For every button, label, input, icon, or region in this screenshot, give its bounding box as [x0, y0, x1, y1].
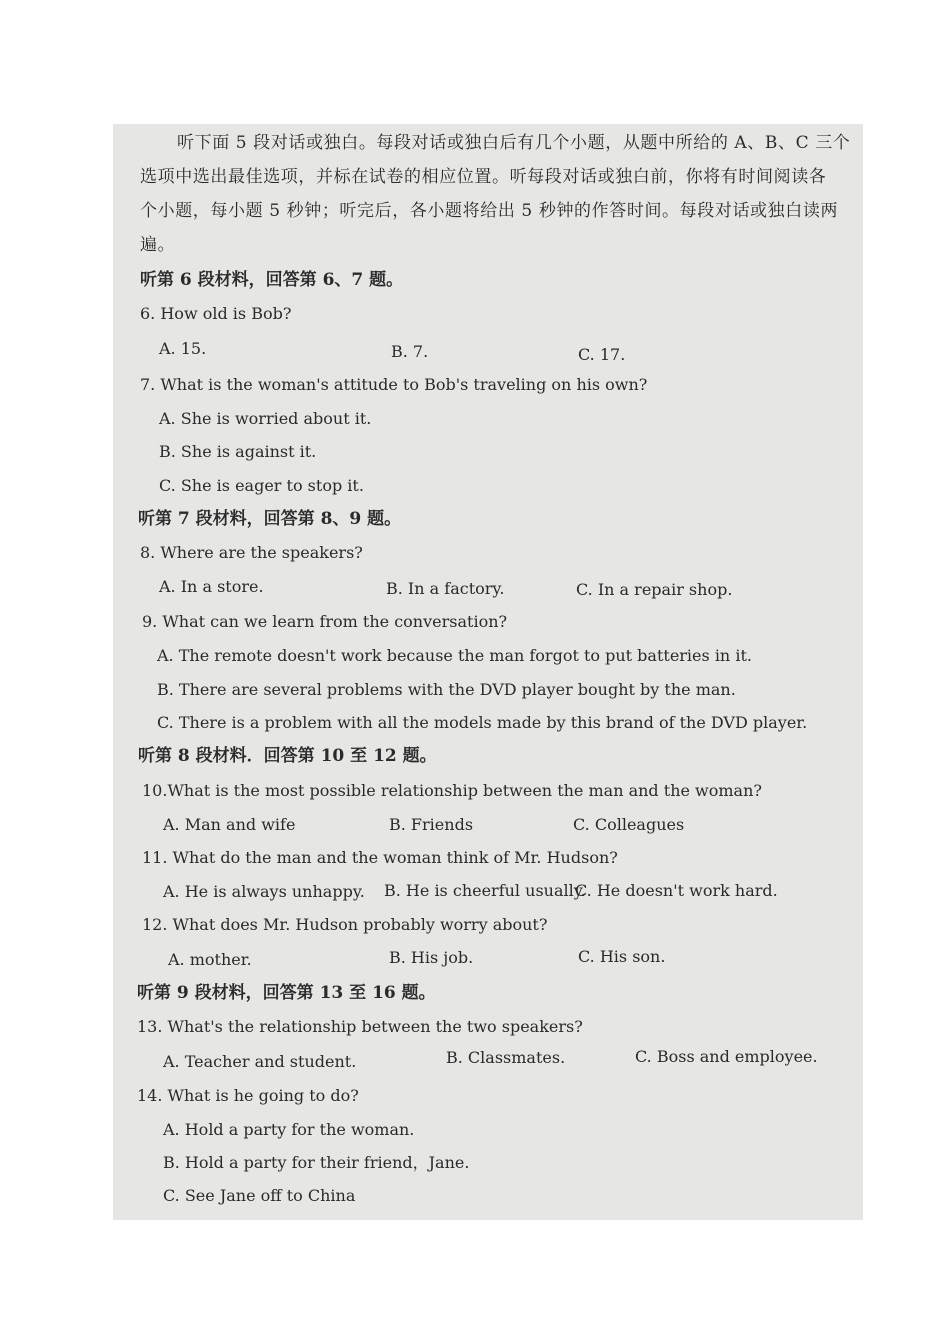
option-c: C. In a repair shop. — [576, 580, 733, 599]
intro-line-3: 个小题，每小题 5 秒钟；听完后，各小题将给出 5 秒钟的作答时间。每段对话或独白读两 — [140, 201, 839, 221]
option-b: B. 7. — [391, 342, 429, 361]
option-c: C. Colleagues — [573, 815, 685, 834]
section-header: 听第 6 段材料，回答第 6、7 题。 — [140, 270, 404, 290]
option-c: C. She is eager to stop it. — [159, 476, 364, 495]
exam-page — [113, 124, 863, 1220]
option-a: A. mother. — [168, 950, 252, 969]
option-b: B. His job. — [389, 948, 474, 967]
question-stem: 12. What does Mr. Hudson probably worry about? — [142, 915, 548, 934]
option-a: A. The remote doesn't work because the man forgot to put batteries in it. — [157, 646, 752, 665]
option-c: C. There is a problem with all the models made by this brand of the DVD player. — [157, 713, 808, 732]
option-a: A. He is always unhappy. — [163, 882, 365, 901]
question-stem: 8. Where are the speakers? — [140, 543, 363, 562]
option-b: B. In a factory. — [386, 579, 505, 598]
option-a: A. In a store. — [159, 577, 264, 596]
question-stem: 9. What can we learn from the conversation? — [142, 612, 508, 631]
option-c: C. Boss and employee. — [635, 1047, 818, 1066]
option-b: B. There are several problems with the DVD player bought by the man. — [157, 680, 736, 699]
intro-line-4: 遍。 — [140, 235, 176, 255]
option-b: B. Hold a party for their friend，Jane. — [163, 1153, 470, 1172]
option-b: B. Friends — [389, 815, 474, 834]
option-c: C. His son. — [578, 947, 666, 966]
option-c: C. See Jane off to China — [163, 1186, 356, 1205]
section-header: 听第 8 段材料．回答第 10 至 12 题。 — [138, 746, 437, 766]
option-b: B. She is against it. — [159, 442, 317, 461]
option-a: A. Hold a party for the woman. — [163, 1120, 415, 1139]
question-stem: 6. How old is Bob? — [140, 304, 292, 323]
section-header: 听第 9 段材料，回答第 13 至 16 题。 — [137, 983, 436, 1003]
option-a: A. Man and wife — [163, 815, 296, 834]
option-a: A. Teacher and student. — [163, 1052, 357, 1071]
option-b: B. Classmates. — [446, 1048, 566, 1067]
option-c: C. 17. — [578, 345, 626, 364]
question-stem: 10.What is the most possible relationship between the man and the woman? — [142, 781, 762, 800]
option-a: A. 15. — [159, 339, 207, 358]
question-stem: 7. What is the woman's attitude to Bob's traveling on his own? — [140, 375, 648, 394]
section-header: 听第 7 段材料，回答第 8、9 题。 — [138, 509, 402, 529]
question-stem: 14. What is he going to do? — [137, 1086, 359, 1105]
intro-line-2: 选项中选出最佳选项，并标在试卷的相应位置。听每段对话或独白前，你将有时间阅读各 — [140, 167, 827, 187]
option-a: A. She is worried about it. — [159, 409, 372, 428]
option-b: B. He is cheerful usually. — [384, 881, 586, 900]
option-c: C. He doesn't work hard. — [575, 881, 778, 900]
question-stem: 13. What's the relationship between the two speakers? — [137, 1017, 583, 1036]
question-stem: 11. What do the man and the woman think of Mr. Hudson? — [142, 848, 618, 867]
intro-line-1: 听下面 5 段对话或独白。每段对话或独白后有几个小题，从题中所给的 A、B、C 三个 — [177, 133, 851, 153]
